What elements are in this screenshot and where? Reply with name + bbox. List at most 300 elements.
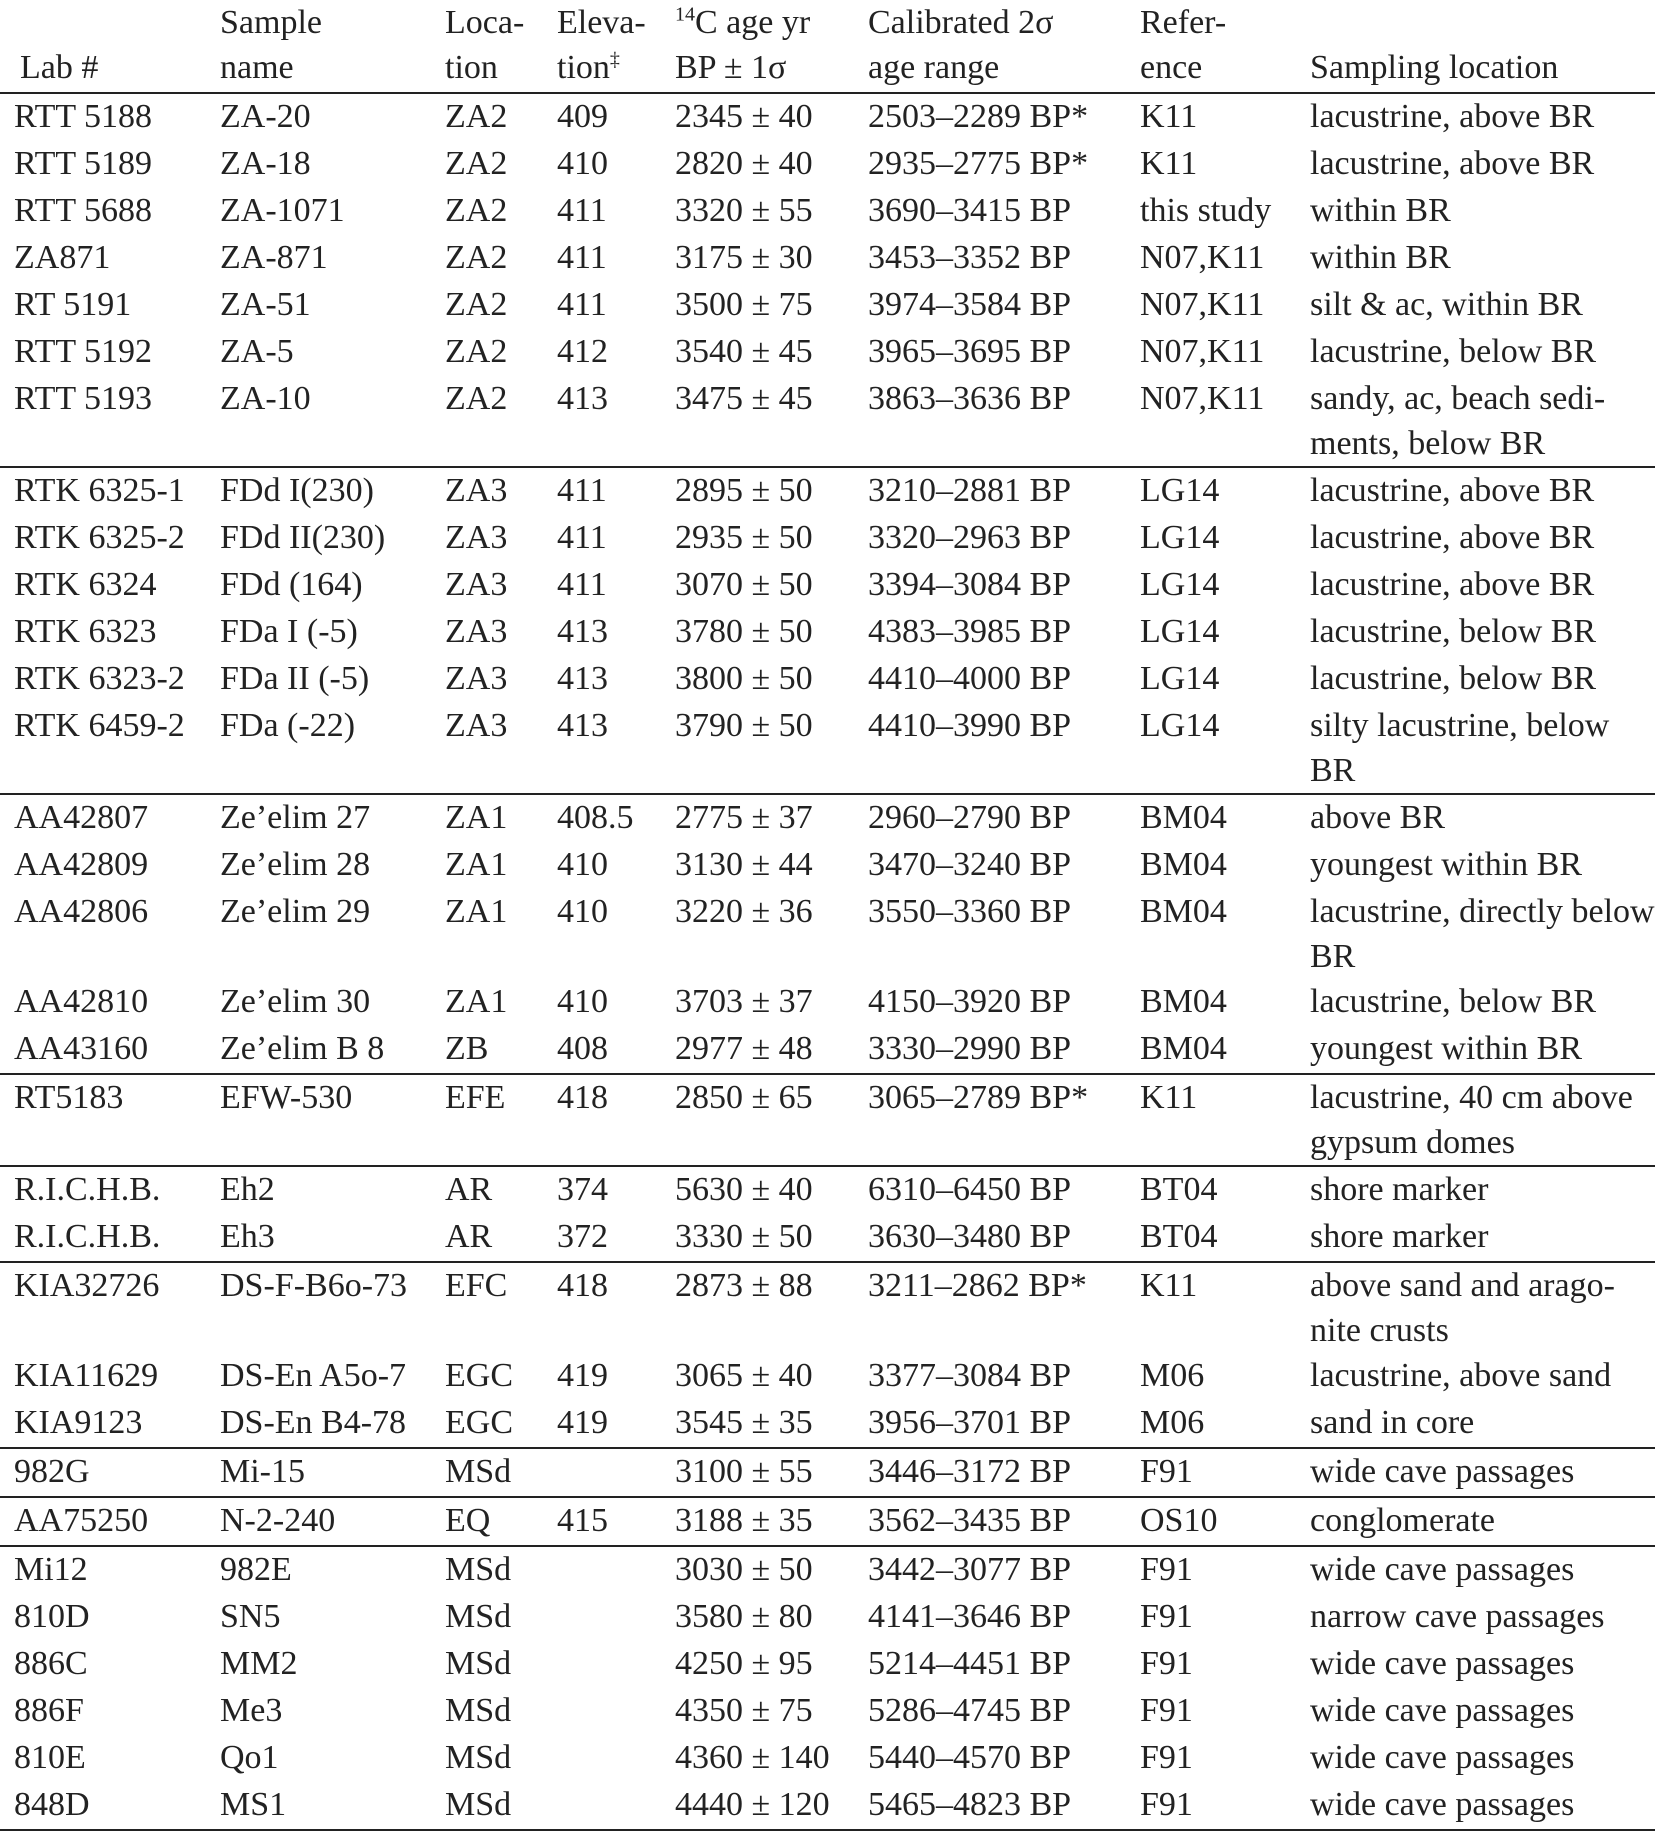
cell-sampling-location: lacustrine, above BR xyxy=(1310,519,1595,556)
cell-calibrated-age: 3630–3480 BP xyxy=(868,1218,1072,1255)
cell-lab-number: AA42806 xyxy=(14,893,149,930)
cell-location: EQ xyxy=(445,1497,557,1546)
cell-elevation: 413 xyxy=(557,613,608,650)
cell-lab-number: RT5183 xyxy=(0,1074,220,1166)
cell-sampling-location: wide cave passages xyxy=(1310,1739,1575,1776)
table-row xyxy=(0,889,1655,979)
cell-reference: F91 xyxy=(1140,1546,1310,1594)
cell-elevation xyxy=(557,1448,675,1497)
cell-sample-name: DS-En B4-78 xyxy=(220,1404,407,1441)
cell-lab-number: ZA871 xyxy=(14,239,111,276)
cell-reference: BT04 xyxy=(1140,1218,1218,1255)
table-row xyxy=(0,376,1655,467)
cell-c14-age: 3540 ± 45 xyxy=(675,333,813,370)
cell-sample-name: MM2 xyxy=(220,1645,298,1682)
cell-reference: M06 xyxy=(1140,1404,1205,1441)
table-row xyxy=(0,188,1655,235)
table-row xyxy=(0,1594,1655,1641)
cell-reference: LG14 xyxy=(1140,519,1220,556)
table-row xyxy=(0,1353,1655,1400)
cell-location: ZA2 xyxy=(445,239,508,276)
cell-lab-number: AA42810 xyxy=(14,983,149,1020)
cell-elevation xyxy=(557,1546,675,1594)
cell-reference: M06 xyxy=(1140,1357,1205,1394)
cell-reference: K11 xyxy=(1140,1074,1310,1166)
cell-elevation: 410 xyxy=(557,893,608,930)
cell-sample-name: ZA-10 xyxy=(220,380,311,417)
cell-elevation: 410 xyxy=(557,846,608,883)
cell-location: MSd xyxy=(445,1546,557,1594)
cell-lab-number: RTK 6325-2 xyxy=(14,519,185,556)
cell-reference: N07,K11 xyxy=(1140,239,1265,276)
cell-calibrated-age: 3550–3360 BP xyxy=(868,893,1072,930)
cell-sample-name: FDd II(230) xyxy=(220,519,386,556)
cell-reference: BM04 xyxy=(1140,983,1227,1020)
cell-calibrated-age: 2503–2289 BP* xyxy=(868,98,1089,135)
cell-sampling-location: youngest within BR xyxy=(1310,1030,1583,1067)
cell-lab-number: 848D xyxy=(0,1782,220,1830)
cell-location: MSd xyxy=(445,1782,557,1830)
cell-reference: BM04 xyxy=(1140,893,1227,930)
cell-elevation: 415 xyxy=(557,1497,675,1546)
cell-location: ZA3 xyxy=(445,613,508,650)
cell-location: ZA1 xyxy=(445,794,557,842)
cell-reference: F91 xyxy=(1140,1782,1310,1830)
cell-elevation: 411 xyxy=(557,239,607,276)
table-row xyxy=(0,467,1655,515)
cell-c14-age: 3545 ± 35 xyxy=(675,1404,813,1441)
cell-elevation xyxy=(557,1782,675,1830)
cell-sample-name: ZA-18 xyxy=(220,145,311,182)
cell-lab-number: 982G xyxy=(0,1448,220,1497)
table-row xyxy=(0,1448,1655,1497)
cell-c14-age: 2895 ± 50 xyxy=(675,467,868,515)
cell-sample-name: FDd I(230) xyxy=(220,467,445,515)
cell-location: MSd xyxy=(445,1598,512,1635)
cell-lab-number: AA42809 xyxy=(14,846,149,883)
cell-sample-name: Ze’elim 30 xyxy=(220,983,371,1020)
cell-c14-age: 2775 ± 37 xyxy=(675,794,868,842)
cell-reference: LG14 xyxy=(1140,707,1220,744)
cell-c14-age: 3703 ± 37 xyxy=(675,983,813,1020)
header-reference: Refer- ence xyxy=(1140,0,1310,93)
cell-lab-number: RTK 6325-1 xyxy=(0,467,220,515)
header-location: Loca- tion xyxy=(445,0,557,93)
cell-location: ZA3 xyxy=(445,519,508,556)
cell-reference: this study xyxy=(1140,192,1272,229)
header-lab: Lab # xyxy=(0,0,220,93)
cell-lab-number: RTT 5189 xyxy=(14,145,153,182)
cell-lab-number: KIA9123 xyxy=(14,1404,143,1441)
cell-location: EFE xyxy=(445,1074,557,1166)
cell-sampling-location: lacustrine, 40 cm above gypsum domes xyxy=(1310,1074,1655,1166)
cell-reference: BM04 xyxy=(1140,1030,1227,1067)
cell-lab-number: RTK 6323 xyxy=(14,613,157,650)
cell-elevation: 410 xyxy=(557,983,608,1020)
cell-location: ZA3 xyxy=(445,660,508,697)
cell-sampling-location: lacustrine, above BR xyxy=(1310,566,1595,603)
cell-elevation: 411 xyxy=(557,566,607,603)
table-row xyxy=(0,329,1655,376)
cell-location: MSd xyxy=(445,1645,512,1682)
cell-elevation: 410 xyxy=(557,145,608,182)
table-row xyxy=(0,609,1655,656)
cell-sampling-location: sandy, ac, beach sedi-ments, below BR xyxy=(1310,380,1606,462)
cell-sampling-location: within BR xyxy=(1310,192,1451,229)
cell-sample-name: ZA-20 xyxy=(220,98,311,135)
cell-c14-age: 3780 ± 50 xyxy=(675,613,813,650)
cell-lab-number: R.I.C.H.B. xyxy=(14,1218,161,1255)
cell-reference: F91 xyxy=(1140,1739,1193,1776)
header-c14-age: $^{14}$C age yr BP ± 1σ xyxy=(675,0,868,93)
cell-calibrated-age: 3446–3172 BP xyxy=(868,1448,1140,1497)
cell-lab-number: AA43160 xyxy=(14,1030,149,1067)
cell-sample-name: Eh3 xyxy=(220,1218,275,1255)
cell-elevation: 411 xyxy=(557,519,607,556)
cell-sampling-location: shore marker xyxy=(1310,1218,1489,1255)
cell-location: AR xyxy=(445,1218,493,1255)
header-calibrated-age: Calibrated 2σ age range xyxy=(868,0,1140,93)
cell-sampling-location: above BR xyxy=(1310,794,1655,842)
cell-sampling-location: wide cave passages xyxy=(1310,1546,1655,1594)
cell-sampling-location: shore marker xyxy=(1310,1166,1655,1214)
cell-location: ZA1 xyxy=(445,846,508,883)
cell-reference: K11 xyxy=(1140,98,1198,135)
table-row xyxy=(0,1074,1655,1166)
cell-reference: F91 xyxy=(1140,1645,1193,1682)
cell-c14-age: 3175 ± 30 xyxy=(675,239,813,276)
cell-elevation: 418 xyxy=(557,1262,675,1353)
cell-c14-age: 4250 ± 95 xyxy=(675,1645,813,1682)
cell-lab-number: RTK 6324 xyxy=(14,566,157,603)
cell-elevation: 409 xyxy=(557,98,608,135)
cell-location: ZB xyxy=(445,1030,489,1067)
cell-sampling-location: narrow cave passages xyxy=(1310,1598,1605,1635)
cell-sampling-location: lacustrine, above BR xyxy=(1310,98,1595,135)
cell-elevation xyxy=(557,1594,675,1641)
cell-reference: N07,K11 xyxy=(1140,286,1265,323)
cell-sampling-location: lacustrine, above BR xyxy=(1310,467,1655,515)
header-elevation: Eleva- tion‡ xyxy=(557,0,675,93)
cell-location: ZA3 xyxy=(445,566,508,603)
cell-c14-age: 3220 ± 36 xyxy=(675,893,813,930)
header-sampling-location: Sampling location xyxy=(1310,0,1655,93)
cell-sampling-location: conglomerate xyxy=(1310,1497,1655,1546)
cell-sampling-location: wide cave passages xyxy=(1310,1782,1655,1830)
cell-reference: LG14 xyxy=(1140,566,1220,603)
header-sample-name: Sample name xyxy=(220,0,445,93)
cell-calibrated-age: 5286–4745 BP xyxy=(868,1692,1072,1729)
table-row xyxy=(0,1782,1655,1830)
table-row xyxy=(0,235,1655,282)
cell-lab-number: RTT 5193 xyxy=(14,380,153,417)
cell-calibrated-age: 3562–3435 BP xyxy=(868,1497,1140,1546)
cell-elevation: 413 xyxy=(557,380,608,417)
cell-elevation xyxy=(557,1735,675,1782)
cell-calibrated-age: 3442–3077 BP xyxy=(868,1546,1140,1594)
cell-calibrated-age: 3690–3415 BP xyxy=(868,192,1072,229)
table-row xyxy=(0,794,1655,842)
cell-sampling-location: wide cave passages xyxy=(1310,1448,1655,1497)
cell-sample-name: Eh2 xyxy=(220,1166,445,1214)
cell-elevation: 411 xyxy=(557,467,675,515)
cell-reference: N07,K11 xyxy=(1140,380,1265,417)
cell-sampling-location: sand in core xyxy=(1310,1404,1475,1441)
cell-sample-name: FDa I (-5) xyxy=(220,613,358,650)
cell-c14-age: 3500 ± 75 xyxy=(675,286,813,323)
cell-calibrated-age: 3974–3584 BP xyxy=(868,286,1072,323)
cell-elevation: 413 xyxy=(557,707,608,744)
table-row xyxy=(0,1497,1655,1546)
cell-reference: LG14 xyxy=(1140,467,1310,515)
header-row xyxy=(0,0,1655,93)
cell-calibrated-age: 3320–2963 BP xyxy=(868,519,1072,556)
table-row xyxy=(0,1735,1655,1782)
table-row xyxy=(0,93,1655,141)
cell-elevation: 412 xyxy=(557,333,608,370)
cell-location: ZA2 xyxy=(445,145,508,182)
cell-sampling-location: within BR xyxy=(1310,239,1451,276)
table-row xyxy=(0,1400,1655,1448)
cell-location: ZA2 xyxy=(445,333,508,370)
table-body xyxy=(0,93,1655,1830)
cell-c14-age: 2977 ± 48 xyxy=(675,1030,813,1067)
cell-c14-age: 3070 ± 50 xyxy=(675,566,813,603)
cell-location: MSd xyxy=(445,1692,512,1729)
cell-lab-number: R.I.C.H.B. xyxy=(0,1166,220,1214)
cell-c14-age: 4440 ± 120 xyxy=(675,1782,868,1830)
cell-c14-age: 4350 ± 75 xyxy=(675,1692,813,1729)
cell-elevation xyxy=(557,1688,675,1735)
cell-elevation xyxy=(557,1641,675,1688)
cell-calibrated-age: 5465–4823 BP xyxy=(868,1782,1140,1830)
cell-sample-name: ZA-1071 xyxy=(220,192,345,229)
cell-lab-number: 886F xyxy=(14,1692,84,1729)
cell-sample-name: N-2-240 xyxy=(220,1497,445,1546)
cell-calibrated-age: 3065–2789 BP* xyxy=(868,1074,1140,1166)
cell-reference: K11 xyxy=(1140,145,1198,182)
cell-calibrated-age: 3210–2881 BP xyxy=(868,467,1140,515)
cell-lab-number: KIA32726 xyxy=(0,1262,220,1353)
cell-c14-age: 3130 ± 44 xyxy=(675,846,813,883)
cell-sampling-location: lacustrine, below BR xyxy=(1310,613,1597,650)
cell-sample-name: FDd (164) xyxy=(220,566,363,603)
cell-c14-age: 3790 ± 50 xyxy=(675,707,813,744)
cell-calibrated-age: 3470–3240 BP xyxy=(868,846,1072,883)
cell-reference: F91 xyxy=(1140,1448,1310,1497)
table-row xyxy=(0,1688,1655,1735)
table-row xyxy=(0,703,1655,794)
table-header xyxy=(0,0,1655,93)
elevation-footnote-mark: ‡ xyxy=(609,48,620,71)
table-row xyxy=(0,1546,1655,1594)
cell-c14-age: 3065 ± 40 xyxy=(675,1357,813,1394)
cell-reference: OS10 xyxy=(1140,1497,1310,1546)
table-row xyxy=(0,1262,1655,1353)
cell-c14-age: 2873 ± 88 xyxy=(675,1262,868,1353)
cell-calibrated-age: 4150–3920 BP xyxy=(868,983,1072,1020)
cell-sample-name: ZA-871 xyxy=(220,239,328,276)
cell-location: ZA2 xyxy=(445,286,508,323)
cell-c14-age: 2935 ± 50 xyxy=(675,519,813,556)
cell-sampling-location: lacustrine, directly below BR xyxy=(1310,893,1655,975)
cell-lab-number: 810E xyxy=(14,1739,86,1776)
cell-elevation: 408 xyxy=(557,1030,608,1067)
cell-c14-age: 2850 ± 65 xyxy=(675,1074,868,1166)
cell-elevation: 418 xyxy=(557,1074,675,1166)
cell-lab-number: RTT 5192 xyxy=(14,333,153,370)
cell-reference: BM04 xyxy=(1140,846,1227,883)
cell-c14-age: 3100 ± 55 xyxy=(675,1448,868,1497)
cell-reference: F91 xyxy=(1140,1692,1193,1729)
cell-calibrated-age: 3211–2862 BP* xyxy=(868,1262,1140,1353)
cell-lab-number: 810D xyxy=(14,1598,90,1635)
cell-sample-name: DS-F-B6o-73 xyxy=(220,1262,445,1353)
cell-sample-name: Ze’elim 27 xyxy=(220,794,445,842)
cell-elevation: 411 xyxy=(557,192,607,229)
table-row xyxy=(0,1026,1655,1074)
cell-elevation: 374 xyxy=(557,1166,675,1214)
cell-location: ZA1 xyxy=(445,983,508,1020)
cell-calibrated-age: 3330–2990 BP xyxy=(868,1030,1072,1067)
cell-sample-name: Ze’elim 28 xyxy=(220,846,371,883)
cell-location: ZA2 xyxy=(445,192,508,229)
cell-calibrated-age: 4141–3646 BP xyxy=(868,1598,1072,1635)
cell-c14-age: 3320 ± 55 xyxy=(675,192,813,229)
cell-sampling-location: lacustrine, above sand xyxy=(1310,1357,1612,1394)
cell-location: ZA1 xyxy=(445,893,508,930)
cell-sample-name: Ze’elim 29 xyxy=(220,893,371,930)
cell-lab-number: 886C xyxy=(14,1645,88,1682)
cell-sampling-location: silt & ac, within BR xyxy=(1310,286,1583,323)
cell-c14-age: 3475 ± 45 xyxy=(675,380,813,417)
cell-lab-number: RTK 6323-2 xyxy=(14,660,185,697)
cell-calibrated-age: 4383–3985 BP xyxy=(868,613,1072,650)
table-row xyxy=(0,1641,1655,1688)
cell-sampling-location: wide cave passages xyxy=(1310,1645,1575,1682)
cell-calibrated-age: 3394–3084 BP xyxy=(868,566,1072,603)
cell-calibrated-age: 3453–3352 BP xyxy=(868,239,1072,276)
cell-calibrated-age: 3965–3695 BP xyxy=(868,333,1072,370)
table-row xyxy=(0,1214,1655,1262)
table-row xyxy=(0,842,1655,889)
cell-sample-name: Ze’elim B 8 xyxy=(220,1030,385,1067)
cell-calibrated-age: 3956–3701 BP xyxy=(868,1404,1072,1441)
cell-reference: F91 xyxy=(1140,1598,1193,1635)
cell-location: MSd xyxy=(445,1739,512,1776)
cell-calibrated-age: 5440–4570 BP xyxy=(868,1739,1072,1776)
cell-c14-age: 3330 ± 50 xyxy=(675,1218,813,1255)
cell-c14-age: 3580 ± 80 xyxy=(675,1598,813,1635)
cell-reference: K11 xyxy=(1140,1262,1310,1353)
table-row xyxy=(0,515,1655,562)
cell-lab-number: Mi12 xyxy=(0,1546,220,1594)
cell-elevation: 408.5 xyxy=(557,794,675,842)
cell-calibrated-age: 2935–2775 BP* xyxy=(868,145,1089,182)
cell-location: ZA3 xyxy=(445,707,508,744)
cell-sample-name: Qo1 xyxy=(220,1739,279,1776)
cell-sample-name: Mi-15 xyxy=(220,1448,445,1497)
cell-calibrated-age: 3863–3636 BP xyxy=(868,380,1072,417)
cell-c14-age: 2345 ± 40 xyxy=(675,98,813,135)
cell-location: ZA3 xyxy=(445,467,557,515)
cell-reference: LG14 xyxy=(1140,613,1220,650)
cell-sample-name: SN5 xyxy=(220,1598,281,1635)
cell-lab-number: AA75250 xyxy=(0,1497,220,1546)
cell-calibrated-age: 3377–3084 BP xyxy=(868,1357,1072,1394)
table-row xyxy=(0,656,1655,703)
cell-c14-age: 4360 ± 140 xyxy=(675,1739,830,1776)
cell-location: ZA2 xyxy=(445,380,508,417)
cell-location: MSd xyxy=(445,1448,557,1497)
cell-sample-name: MS1 xyxy=(220,1782,445,1830)
cell-location: EGC xyxy=(445,1404,513,1441)
cell-elevation: 413 xyxy=(557,660,608,697)
cell-calibrated-age: 6310–6450 BP xyxy=(868,1166,1140,1214)
cell-sample-name: FDa II (-5) xyxy=(220,660,370,697)
cell-calibrated-age: 2960–2790 BP xyxy=(868,794,1140,842)
cell-elevation: 419 xyxy=(557,1404,608,1441)
table-row xyxy=(0,141,1655,188)
cell-sample-name: EFW-530 xyxy=(220,1074,445,1166)
cell-location: EGC xyxy=(445,1357,513,1394)
cell-elevation: 372 xyxy=(557,1218,608,1255)
cell-lab-number: RTT 5688 xyxy=(14,192,153,229)
cell-sampling-location: youngest within BR xyxy=(1310,846,1583,883)
table-row xyxy=(0,562,1655,609)
cell-sample-name: DS-En A5o-7 xyxy=(220,1357,407,1394)
cell-sample-name: ZA-5 xyxy=(220,333,294,370)
cell-elevation: 411 xyxy=(557,286,607,323)
cell-location: AR xyxy=(445,1166,557,1214)
cell-elevation: 419 xyxy=(557,1357,608,1394)
cell-c14-age: 5630 ± 40 xyxy=(675,1166,868,1214)
cell-sampling-location: lacustrine, below BR xyxy=(1310,660,1597,697)
table-row xyxy=(0,1166,1655,1214)
cell-sample-name: Me3 xyxy=(220,1692,283,1729)
cell-sampling-location: lacustrine, below BR xyxy=(1310,983,1597,1020)
cell-calibrated-age: 4410–4000 BP xyxy=(868,660,1072,697)
cell-c14-age: 2820 ± 40 xyxy=(675,145,813,182)
cell-calibrated-age: 4410–3990 BP xyxy=(868,707,1072,744)
cell-lab-number: KIA11629 xyxy=(14,1357,159,1394)
cell-c14-age: 3030 ± 50 xyxy=(675,1546,868,1594)
cell-lab-number: RTK 6459-2 xyxy=(14,707,185,744)
cell-reference: N07,K11 xyxy=(1140,333,1265,370)
cell-lab-number: RT 5191 xyxy=(14,286,132,323)
cell-location: EFC xyxy=(445,1262,557,1353)
cell-calibrated-age: 5214–4451 BP xyxy=(868,1645,1072,1682)
cell-c14-age: 3188 ± 35 xyxy=(675,1497,868,1546)
cell-sampling-location: lacustrine, below BR xyxy=(1310,333,1597,370)
cell-c14-age: 3800 ± 50 xyxy=(675,660,813,697)
cell-location: ZA2 xyxy=(445,98,508,135)
cell-sampling-location: above sand and arago-nite crusts xyxy=(1310,1262,1655,1353)
table-row xyxy=(0,979,1655,1026)
table-row xyxy=(0,282,1655,329)
cell-reference: BT04 xyxy=(1140,1166,1310,1214)
cell-sample-name: 982E xyxy=(220,1546,445,1594)
cell-sample-name: FDa (-22) xyxy=(220,707,356,744)
cell-reference: BM04 xyxy=(1140,794,1310,842)
cell-lab-number: RTT 5188 xyxy=(14,98,153,135)
cell-sample-name: ZA-51 xyxy=(220,286,311,323)
cell-sampling-location: silty lacustrine, below BR xyxy=(1310,707,1610,789)
cell-reference: LG14 xyxy=(1140,660,1220,697)
cell-sampling-location: wide cave passages xyxy=(1310,1692,1575,1729)
cell-sampling-location: lacustrine, above BR xyxy=(1310,145,1595,182)
cell-lab-number: AA42807 xyxy=(0,794,220,842)
